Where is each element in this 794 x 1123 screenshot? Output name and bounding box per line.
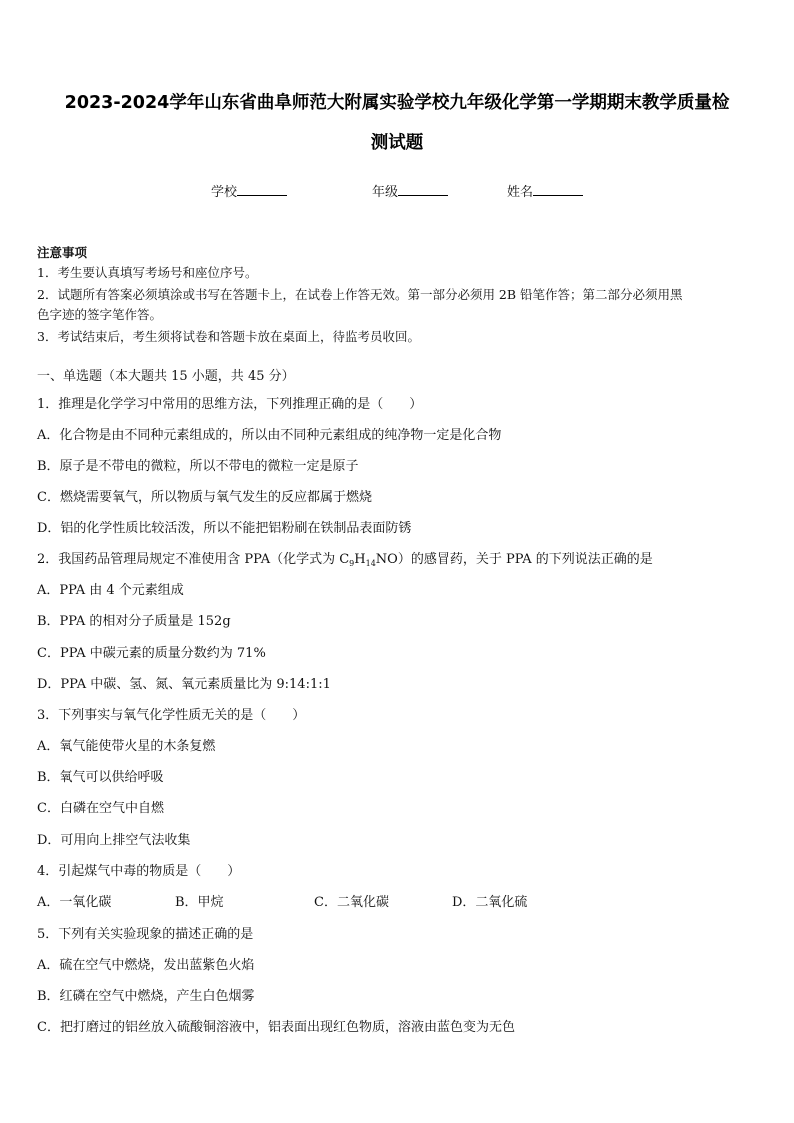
note-item: 2．试题所有答案必须填涂或书写在答题卡上，在试卷上作答无效。第一部分必须用 2B 铅笔作答；第二部分必须用黑 (37, 287, 683, 302)
question-2-stem-before: 2．我国药品管理局规定不准使用含 PPA（化学式为 C (37, 552, 350, 567)
question-3-option-d: D．可用向上排空气法收集 (37, 833, 191, 848)
note-item: 1．考生要认真填写考场号和座位序号。 (37, 265, 258, 280)
question-2-option-b: B．PPA 的相对分子质量是 152g (37, 614, 231, 629)
question-4-options (37, 895, 597, 911)
question-5-stem: 5．下列有关实验现象的描述正确的是 (37, 927, 254, 942)
grade-field (372, 181, 448, 200)
question-1-option-d: D．铝的化学性质比较活泼，所以不能把铝粉刷在铁制品表面防锈 (37, 521, 412, 536)
formula-subscript-hydrogen: 14 (365, 559, 376, 568)
question-2-option-a: A．PPA 由 4 个元素组成 (37, 583, 184, 598)
formula-subscript-carbon: 9 (349, 559, 355, 568)
question-2-stem (37, 552, 653, 572)
question-5-option-b: B．红磷在空气中燃烧，产生白色烟雾 (37, 989, 255, 1004)
question-4-stem: 4．引起煤气中毒的物质是（ ） (37, 864, 241, 879)
question-1-option-a: A．化合物是由不同种元素组成的，所以由不同种元素组成的纯净物一定是化合物 (37, 428, 502, 443)
question-5-option-a: A．硫在空气中燃烧，发出蓝紫色火焰 (37, 958, 255, 973)
name-label: 姓名 (507, 185, 534, 200)
school-blank (237, 183, 287, 196)
question-4-option-b: B．甲烷 (175, 895, 224, 910)
question-3-option-b: B．氧气可以供给呼吸 (37, 770, 164, 785)
question-4-option-a: A．一氧化碳 (37, 895, 112, 910)
question-2-option-d: D．PPA 中碳、氢、氮、氧元素质量比为 9:14:1:1 (37, 677, 331, 692)
grade-blank (398, 183, 448, 196)
question-2-option-c: C．PPA 中碳元素的质量分数约为 71% (37, 646, 266, 661)
grade-label: 年级 (372, 185, 399, 200)
school-label: 学校 (211, 185, 238, 200)
question-3-option-c: C．白磷在空气中自燃 (37, 801, 164, 816)
question-1-option-b: B．原子是不带电的微粒，所以不带电的微粒一定是原子 (37, 459, 359, 474)
name-blank (533, 183, 583, 196)
exam-title-line-2: 测试题 (370, 133, 424, 153)
school-field (211, 181, 287, 200)
section-title: 一、单选题（本大题共 15 小题，共 45 分） (37, 369, 295, 384)
name-field (507, 181, 583, 200)
question-3-option-a: A．氧气能使带火星的木条复燃 (37, 739, 216, 754)
notes-heading: 注意事项 (37, 245, 88, 260)
question-4-option-d: D．二氧化硫 (452, 895, 528, 910)
note-item: 3．考试结束后，考生须将试卷和答题卡放在桌面上，待监考员收回。 (37, 329, 420, 344)
question-1-stem: 1．推理是化学学习中常用的思维方法，下列推理正确的是（ ） (37, 397, 423, 412)
question-1-option-c: C．燃烧需要氧气，所以物质与氧气发生的反应都属于燃烧 (37, 490, 372, 505)
note-item: 色字迹的签字笔作答。 (37, 307, 163, 322)
formula-hydrogen: H (354, 552, 366, 567)
question-4-option-c: C．二氧化碳 (314, 895, 389, 910)
question-5-option-c: C．把打磨过的铝丝放入硫酸铜溶液中，铝表面出现红色物质，溶液由蓝色变为无色 (37, 1020, 515, 1035)
exam-title-line-1: 2023-2024学年山东省曲阜师范大附属实验学校九年级化学第一学期期末教学质量检 (64, 93, 730, 113)
question-2-stem-after: NO）的感冒药，关于 PPA 的下列说法正确的是 (375, 552, 653, 567)
question-3-stem: 3．下列事实与氧气化学性质无关的是（ ） (37, 708, 306, 723)
